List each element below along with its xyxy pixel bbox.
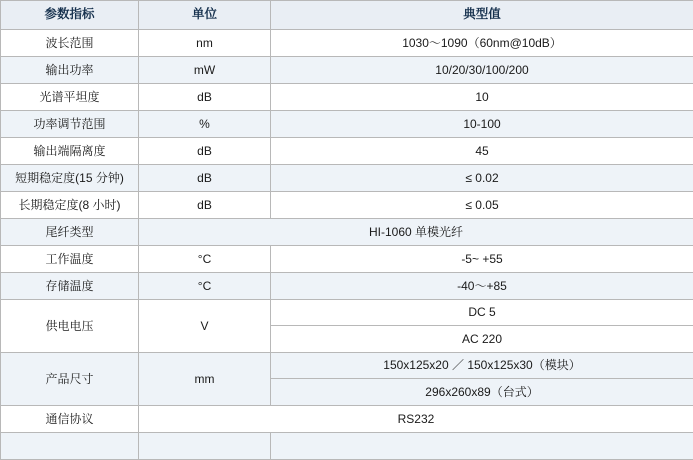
table-row [1,273,693,300]
table-row [1,30,693,57]
row-unit: dB [139,138,271,165]
row-value: DC 5 [271,300,693,326]
table-header-row [1,1,693,30]
row-label: 光谱平坦度 [1,84,139,111]
row-label: 输出端隔离度 [1,138,139,165]
row-value: 45 [271,138,693,165]
column-header-typical-value: 典型值 [271,1,693,30]
table-row [1,219,693,246]
table-row [1,300,693,353]
row-label: 尾纤类型 [1,219,139,246]
row-value: -40～+85 [271,273,693,300]
table-row [1,246,693,273]
row-label: 长期稳定度(8 小时) [1,192,139,219]
row-unit: °C [139,273,271,300]
row-label [1,433,139,460]
table-row [1,353,693,406]
row-value: ≤ 0.05 [271,192,693,219]
row-label: 输出功率 [1,57,139,84]
row-value [271,433,693,460]
table-row [1,138,693,165]
row-label: 通信协议 [1,406,139,433]
row-unit: mm [139,353,271,406]
row-value: 10/20/30/100/200 [271,57,693,84]
row-value: HI-1060 单模光纤 [139,219,693,246]
table-row [1,192,693,219]
row-unit: % [139,111,271,138]
row-label: 功率调节范围 [1,111,139,138]
row-value-group [271,300,693,353]
row-value-group [271,353,693,406]
row-label: 波长范围 [1,30,139,57]
table-row [1,165,693,192]
row-unit: dB [139,84,271,111]
row-unit: dB [139,192,271,219]
column-header-unit: 单位 [139,1,271,30]
row-unit: dB [139,165,271,192]
row-label: 工作温度 [1,246,139,273]
row-label: 存储温度 [1,273,139,300]
row-label: 短期稳定度(15 分钟) [1,165,139,192]
row-unit: °C [139,246,271,273]
row-value: 10-100 [271,111,693,138]
row-label: 供电电压 [1,300,139,353]
row-unit: V [139,300,271,353]
row-value: ≤ 0.02 [271,165,693,192]
table-row [1,111,693,138]
column-header-parameter: 参数指标 [1,1,139,30]
row-unit: mW [139,57,271,84]
row-value: 150x125x20 ／ 150x125x30（模块） [271,353,693,379]
row-unit: nm [139,30,271,57]
row-value: 1030～1090（60nm@10dB） [271,30,693,57]
row-value: RS232 [139,406,693,433]
table-row [1,57,693,84]
row-value: -5~ +55 [271,246,693,273]
table-row [1,406,693,433]
row-value: AC 220 [271,326,693,352]
row-value: 296x260x89（台式） [271,379,693,405]
row-label: 产品尺寸 [1,353,139,406]
table-row [1,84,693,111]
table-row [1,433,693,460]
row-unit [139,433,271,460]
row-value: 10 [271,84,693,111]
